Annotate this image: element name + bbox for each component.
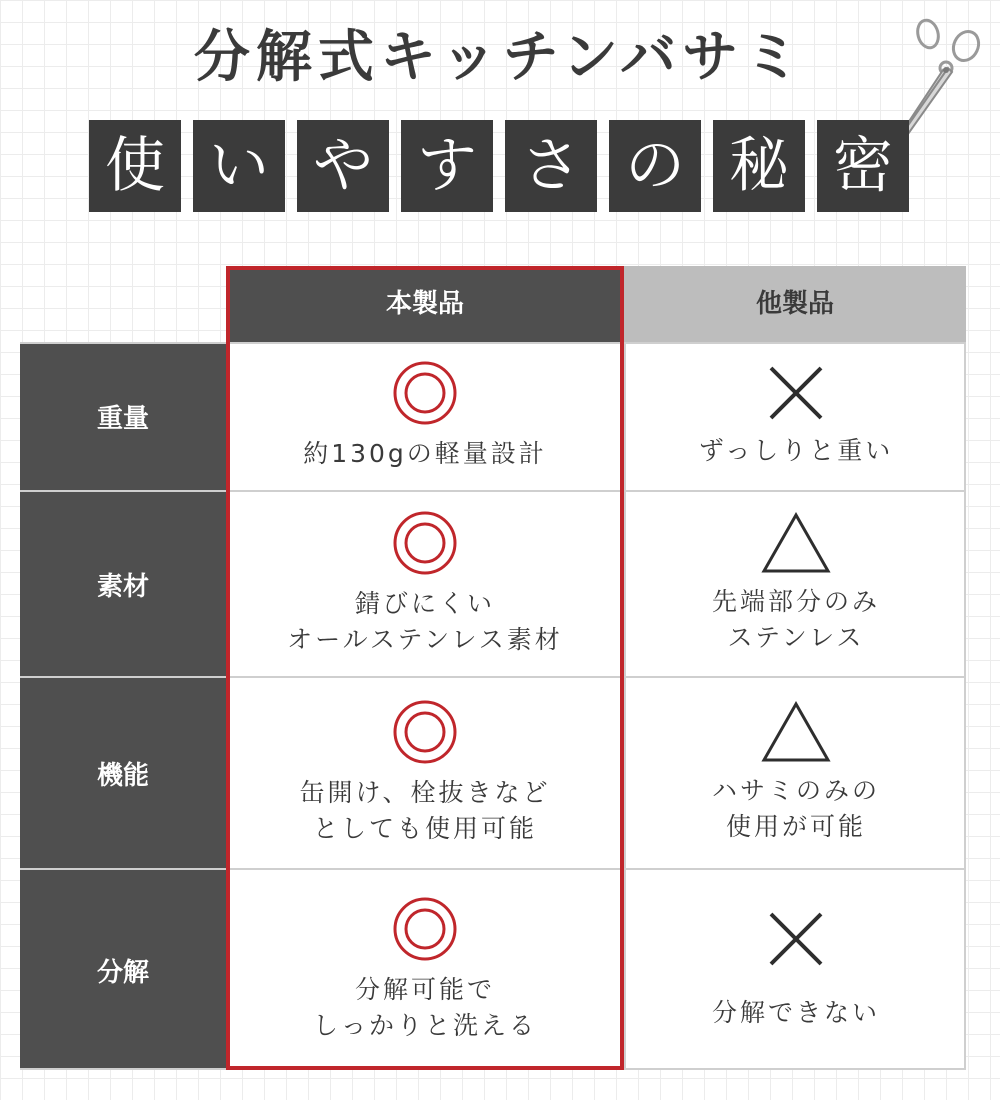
cell-text: 缶開け、栓抜きなど としても使用可能	[299, 778, 551, 843]
cell-other-disassembly	[624, 870, 966, 1070]
subtitle-char: い	[193, 120, 285, 212]
triangle-icon	[761, 512, 831, 574]
cell-text: 分解可能で しっかりと洗える	[312, 975, 537, 1040]
row-label-material: 素材	[20, 492, 226, 676]
header-our-product: 本製品	[226, 266, 624, 342]
double-circle-icon	[392, 896, 458, 962]
cell-text: ずっしりと重い	[698, 436, 894, 465]
header-other-product: 他製品	[624, 266, 966, 342]
subtitle-char: 使	[89, 120, 181, 212]
cell-text: 約130gの軽量設計	[303, 439, 547, 468]
row-label-function: 機能	[20, 678, 226, 868]
cell-our-function	[226, 678, 624, 868]
subtitle-char: の	[609, 120, 701, 212]
cross-icon	[766, 363, 826, 423]
cell-our-weight	[226, 342, 624, 490]
row-label-disassembly: 分解	[20, 870, 226, 1070]
cell-our-disassembly	[226, 870, 624, 1070]
cell-text: 先端部分のみ ステンレス	[711, 587, 880, 652]
double-circle-icon	[392, 510, 458, 576]
cell-other-material	[624, 492, 966, 676]
cell-other-function	[624, 678, 966, 868]
cross-icon	[766, 909, 826, 969]
double-circle-icon	[392, 699, 458, 765]
cell-our-material	[226, 492, 624, 676]
subtitle-char: 密	[817, 120, 909, 212]
subtitle-char: や	[297, 120, 389, 212]
double-circle-icon	[392, 360, 458, 426]
subtitle-char: さ	[505, 120, 597, 212]
cell-other-weight	[624, 342, 966, 490]
subtitle-char: す	[401, 120, 493, 212]
subtitle-char: 秘	[713, 120, 805, 212]
cell-text: 分解できない	[711, 998, 880, 1027]
page-title: 分解式キッチンバサミ	[193, 25, 807, 90]
row-label-weight: 重量	[20, 342, 226, 490]
triangle-icon	[761, 701, 831, 763]
cell-text: 錆びにくい オールステンレス素材	[287, 589, 563, 654]
cell-text: ハサミのみの 使用が可能	[711, 776, 880, 841]
